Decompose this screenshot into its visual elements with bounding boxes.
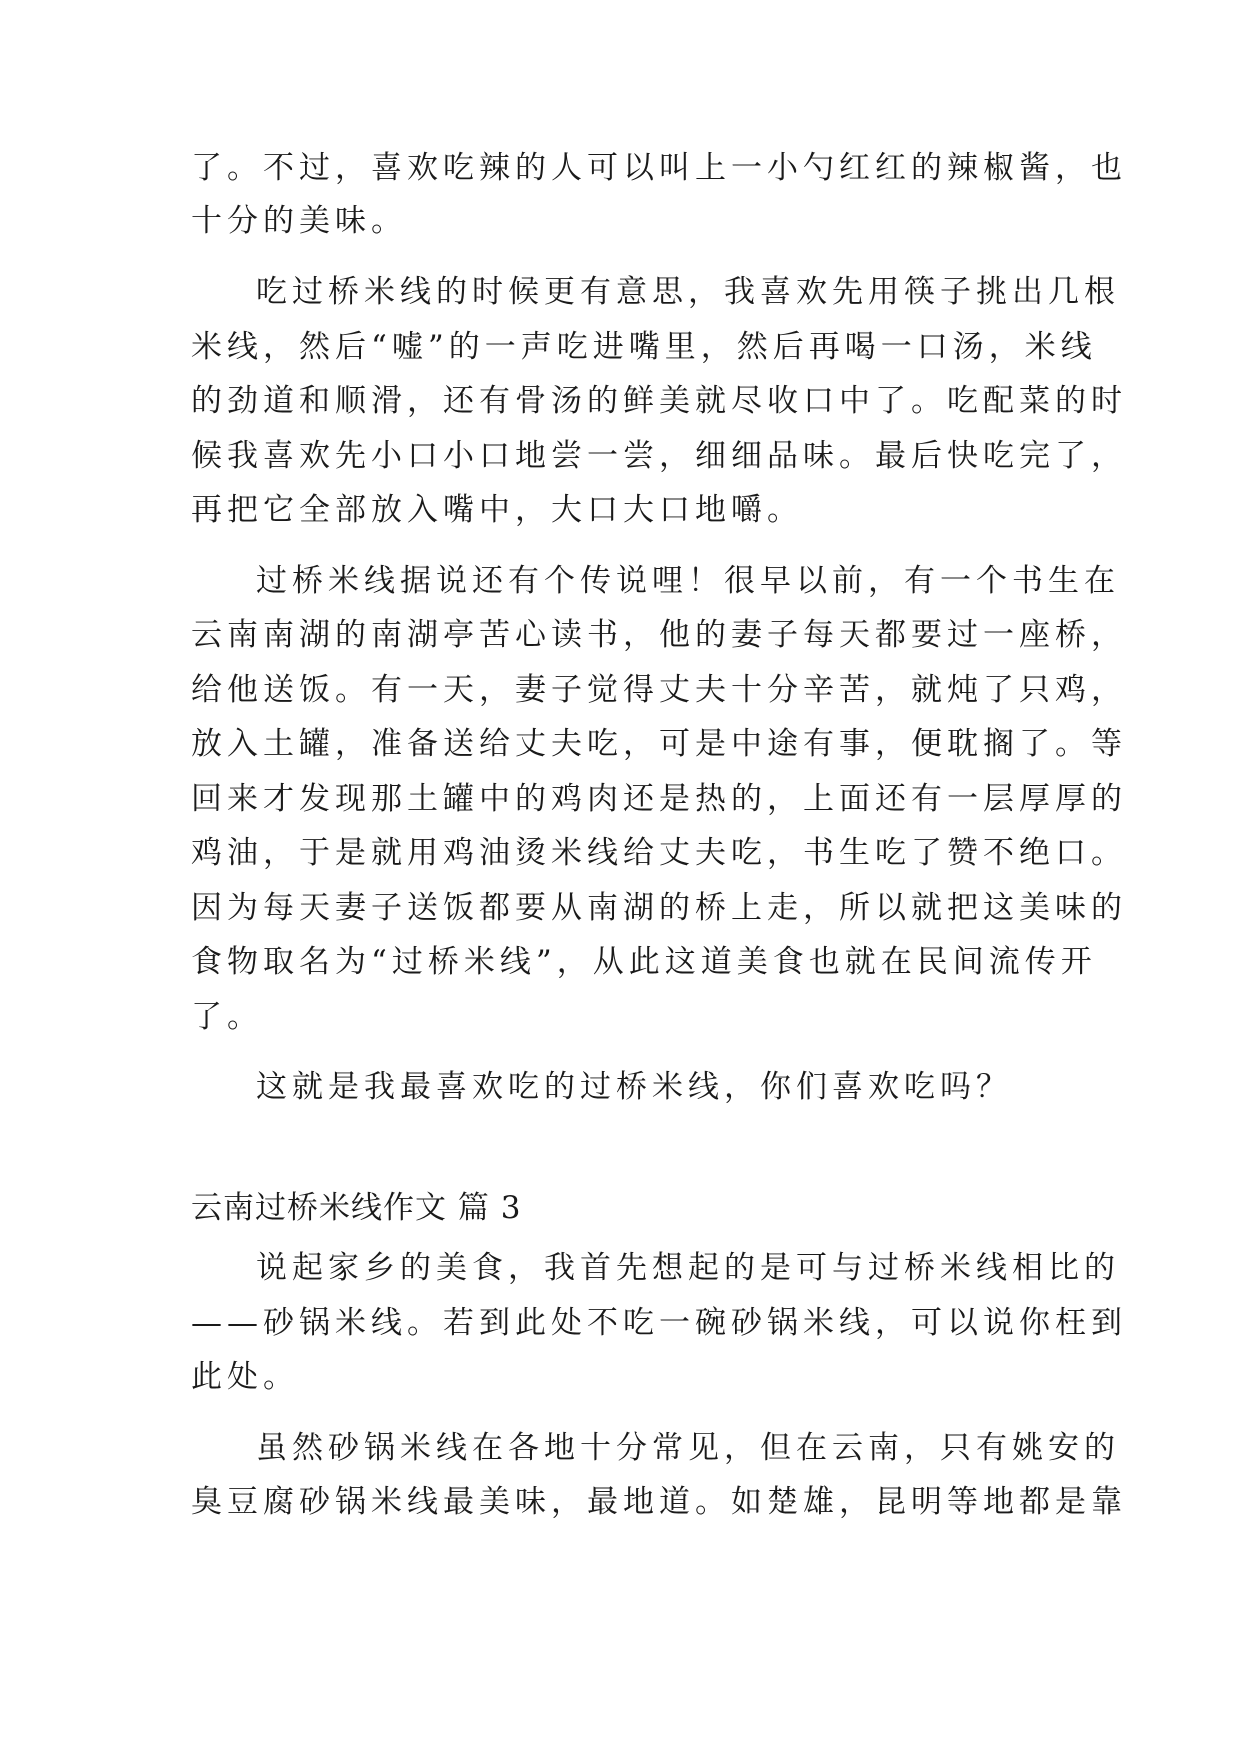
paragraph-line: 再把它全部放入嘴中，大口大口地嚼。	[191, 492, 803, 528]
paragraph-line: ——砂锅米线。若到此处不吃一碗砂锅米线，可以说你枉到	[191, 1305, 1127, 1341]
paragraph-first-line: 说起家乡的美食，我首先想起的是可与过桥米线相比的	[256, 1250, 1120, 1286]
paragraph-line: 候我喜欢先小口小口地尝一尝，细细品味。最后快吃完了，	[191, 438, 1127, 474]
paragraph-line: 鸡油，于是就用鸡油烫米线给丈夫吃，书生吃了赞不绝口。	[191, 835, 1127, 871]
paragraph-first-line: 虽然砂锅米线在各地十分常见，但在云南，只有姚安的	[256, 1430, 1120, 1466]
paragraph-first-line: 吃过桥米线的时候更有意思，我喜欢先用筷子挑出几根	[256, 274, 1120, 310]
paragraph-line: 回来才发现那土罐中的鸡肉还是热的，上面还有一层厚厚的	[191, 781, 1127, 817]
paragraph-first-line: 过桥米线据说还有个传说哩！很早以前，有一个书生在	[256, 563, 1120, 599]
paragraph-first-line: 这就是我最喜欢吃的过桥米线，你们喜欢吃吗？	[256, 1069, 1012, 1105]
paragraph-line: 了。	[191, 999, 263, 1035]
paragraph-line: 云南南湖的南湖亭苦心读书，他的妻子每天都要过一座桥，	[191, 617, 1127, 653]
paragraph-line: 十分的美味。	[191, 203, 407, 239]
paragraph-line: 因为每天妻子送饭都要从南湖的桥上走，所以就把这美味的	[191, 890, 1127, 926]
section-heading: 云南过桥米线作文 篇 3	[191, 1190, 522, 1226]
paragraph-line: 食物取名为“过桥米线”，从此这道美食也就在民间流传开	[191, 944, 1097, 980]
paragraph-line: 给他送饭。有一天，妻子觉得丈夫十分辛苦，就炖了只鸡，	[191, 672, 1127, 708]
paragraph-line: 此处。	[191, 1359, 299, 1395]
paragraph-line: 臭豆腐砂锅米线最美味，最地道。如楚雄，昆明等地都是靠	[191, 1484, 1127, 1520]
paragraph-line: 放入土罐，准备送给丈夫吃，可是中途有事，便耽搁了。等	[191, 726, 1127, 762]
paragraph-line: 的劲道和顺滑，还有骨汤的鲜美就尽收口中了。吃配菜的时	[191, 383, 1127, 419]
paragraph-line: 了。不过，喜欢吃辣的人可以叫上一小勺红红的辣椒酱，也	[191, 150, 1127, 186]
paragraph-line: 米线，然后“嘘”的一声吃进嘴里，然后再喝一口汤，米线	[191, 329, 1097, 365]
